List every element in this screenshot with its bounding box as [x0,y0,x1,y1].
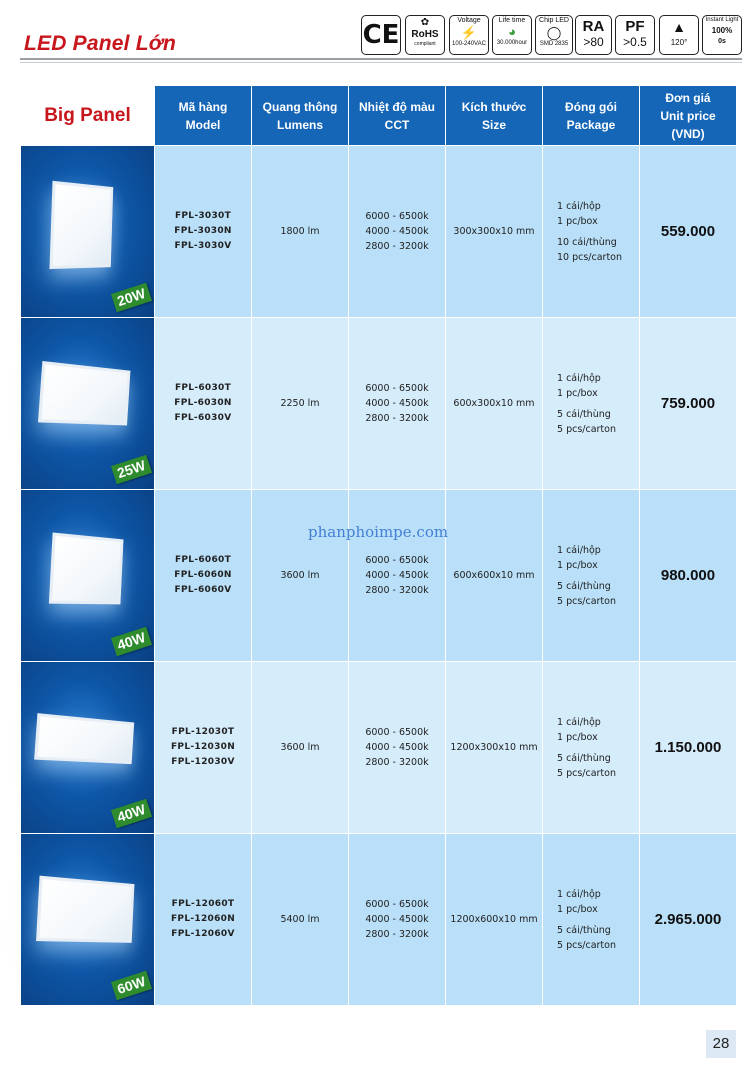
model-code: FPL-12060V [171,929,235,939]
model-code: FPL-6030V [174,413,232,423]
page-title: LED Panel Lớn [24,32,177,55]
led-panel-image [49,181,113,269]
column-header-model-en: Model [185,117,221,132]
model-code: FPL-6030T [174,383,232,393]
cct-cell [349,662,446,834]
model-code: FPL-3030V [174,241,232,251]
column-header-model [155,86,252,146]
model-code: FPL-6060V [174,585,232,595]
lifetime-badge [492,15,532,55]
ce-label: CE [362,20,400,50]
cct-value: 6000 - 6500k [365,211,429,222]
model-cell [155,318,252,490]
package-line: 5 pcs/carton [557,939,616,951]
cct-value: 2800 - 3200k [365,241,429,252]
package-line: 1 pc/box [557,559,598,571]
package-line: 1 pc/box [557,903,598,915]
instant-time: 0s [718,38,726,45]
package-line: 5 cái/thùng [557,580,611,592]
pf-label: PF [625,18,645,35]
price-cell: 2.965.000 [640,834,737,1006]
price-cell: 1.150.000 [640,662,737,834]
package-line: 5 cái/thùng [557,752,611,764]
voltage-badge [449,15,489,55]
product-image-cell [21,490,155,662]
package-cell [543,490,640,662]
lumens-cell: 3600 lm [252,490,349,662]
column-header-package [543,86,640,146]
package-line: 5 cái/thùng [557,408,611,420]
model-cell [155,834,252,1006]
model-code: FPL-3030N [174,226,232,236]
lumens-cell: 5400 lm [252,834,349,1006]
watt-badge: 60W [111,971,152,1000]
cct-value: 4000 - 4500k [365,570,429,581]
size-cell: 1200x600x10 mm [446,834,543,1006]
package-line: 5 cái/thùng [557,924,611,936]
instant-value: 100% [711,26,733,35]
column-header-size [446,86,543,146]
section-title: Big Panel [21,86,155,146]
lightning-icon: ⚡ [460,25,478,40]
model-code: FPL-12030T [171,727,235,737]
ra-badge [575,15,612,55]
package-line: 1 cái/hộp [557,200,601,212]
price-cell: 559.000 [640,146,737,318]
ra-label: RA [582,18,605,35]
model-code: FPL-6060N [174,570,232,580]
beam-angle-badge [659,15,699,55]
column-header-price-en: Unit price [660,108,716,123]
package-line: 1 pc/box [557,731,598,743]
voltage-value: 100-240VAC [452,41,486,47]
package-line: 5 pcs/carton [557,423,616,435]
column-header-lumens [252,86,349,146]
column-header-package-en: Package [566,117,616,132]
model-cell [155,146,252,318]
header-divider [20,58,742,60]
package-line: 1 pc/box [557,387,598,399]
cct-cell [349,318,446,490]
pf-badge [615,15,655,55]
model-code: FPL-12030N [170,742,236,752]
price-cell: 980.000 [640,490,737,662]
model-code: FPL-3030T [174,211,232,221]
package-line: 1 cái/hộp [557,888,601,900]
lifetime-label: Life time [498,17,526,24]
voltage-label: Voltage [457,17,481,24]
size-cell: 600x600x10 mm [446,490,543,662]
package-cell [543,146,640,318]
cct-value: 4000 - 4500k [365,742,429,753]
product-image-cell [21,146,155,318]
column-header-package-vi: Đóng gói [565,99,617,114]
cct-value: 6000 - 6500k [365,727,429,738]
cct-cell [349,490,446,662]
package-line: 1 cái/hộp [557,372,601,384]
column-header-cct [349,86,446,146]
column-header-lumens-en: Lumens [276,117,323,132]
column-header-size-en: Size [481,117,506,132]
package-line: 10 cái/thùng [557,236,617,248]
price-cell: 759.000 [640,318,737,490]
cct-value: 4000 - 4500k [365,226,429,237]
column-header-price-unit: (VND) [671,126,705,141]
instant-label: Instant Light [705,17,739,23]
led-panel-image [34,713,134,764]
table-row [21,662,737,834]
ra-value: >80 [583,35,604,49]
lifetime-value: 30.000hour [496,40,528,46]
column-header-price-vi: Đơn giá [665,90,711,105]
cct-value: 4000 - 4500k [365,914,429,925]
cct-cell [349,834,446,1006]
cct-value: 2800 - 3200k [365,757,429,768]
model-code: FPL-12060T [171,899,235,909]
cct-value: 2800 - 3200k [365,929,429,940]
cct-value: 2800 - 3200k [365,413,429,424]
package-cell [543,318,640,490]
column-header-cct-en: CCT [384,117,410,132]
cct-value: 6000 - 6500k [365,555,429,566]
header-divider-thin [20,62,742,63]
package-cell [543,662,640,834]
model-cell [155,490,252,662]
table-row [21,318,737,490]
rohs-badge [405,15,445,55]
column-header-cct-vi: Nhiệt độ màu [358,99,435,114]
table-row [21,834,737,1006]
column-header-price [640,86,737,146]
rohs-label: RoHS [411,29,439,40]
size-cell: 1200x300x10 mm [446,662,543,834]
cct-value: 2800 - 3200k [365,585,429,596]
cct-value: 4000 - 4500k [365,398,429,409]
led-panel-image [36,876,134,943]
package-line: 10 pcs/carton [557,251,623,263]
ce-mark-icon [361,15,401,55]
column-header-size-vi: Kích thước [461,99,527,114]
led-panel-image [49,532,124,604]
package-line: 5 pcs/carton [557,767,616,779]
watt-badge: 40W [111,799,152,828]
watt-badge: 20W [111,283,152,312]
gauge-icon: ◕ [508,24,516,39]
beam-angle-icon: ▲ [672,19,686,35]
package-line: 1 pc/box [557,215,598,227]
product-image-cell [21,662,155,834]
watt-badge: 25W [111,455,152,484]
model-code: FPL-6060T [174,555,232,565]
page-number: 28 [706,1030,736,1058]
table-row [21,146,737,318]
leaf-icon: ✿ [420,17,430,28]
product-image-cell [21,318,155,490]
price-table [20,85,736,1007]
size-cell: 300x300x10 mm [446,146,543,318]
led-panel-image [38,361,130,425]
package-line: 1 cái/hộp [557,544,601,556]
column-header-lumens-vi: Quang thông [262,99,338,114]
model-code: FPL-12060N [170,914,236,924]
cct-value: 6000 - 6500k [365,383,429,394]
bulb-icon: ◯ [546,25,562,40]
chip-value: SMD 2835 [539,41,569,47]
table-row [21,490,737,662]
chip-label: Chip LED [539,17,569,24]
table-header-row [21,86,737,146]
column-header-model-vi: Mã hàng [178,99,228,114]
instant-light-badge [702,15,742,55]
cct-value: 6000 - 6500k [365,899,429,910]
lumens-cell: 3600 lm [252,662,349,834]
model-cell [155,662,252,834]
lumens-cell: 2250 lm [252,318,349,490]
size-cell: 600x300x10 mm [446,318,543,490]
package-line: 1 cái/hộp [557,716,601,728]
lumens-cell: 1800 lm [252,146,349,318]
cct-cell [349,146,446,318]
pf-value: >0.5 [623,35,647,49]
package-cell [543,834,640,1006]
package-line: 5 pcs/carton [557,595,616,607]
watermark-text: phanphoimpe.com [308,523,449,541]
watt-badge: 40W [111,627,152,656]
angle-value: 120° [670,38,688,47]
model-code: FPL-6030N [174,398,232,408]
rohs-sub-label: compliant [414,41,436,47]
chip-led-badge [535,15,573,55]
model-code: FPL-12030V [171,757,235,767]
product-image-cell [21,834,155,1006]
